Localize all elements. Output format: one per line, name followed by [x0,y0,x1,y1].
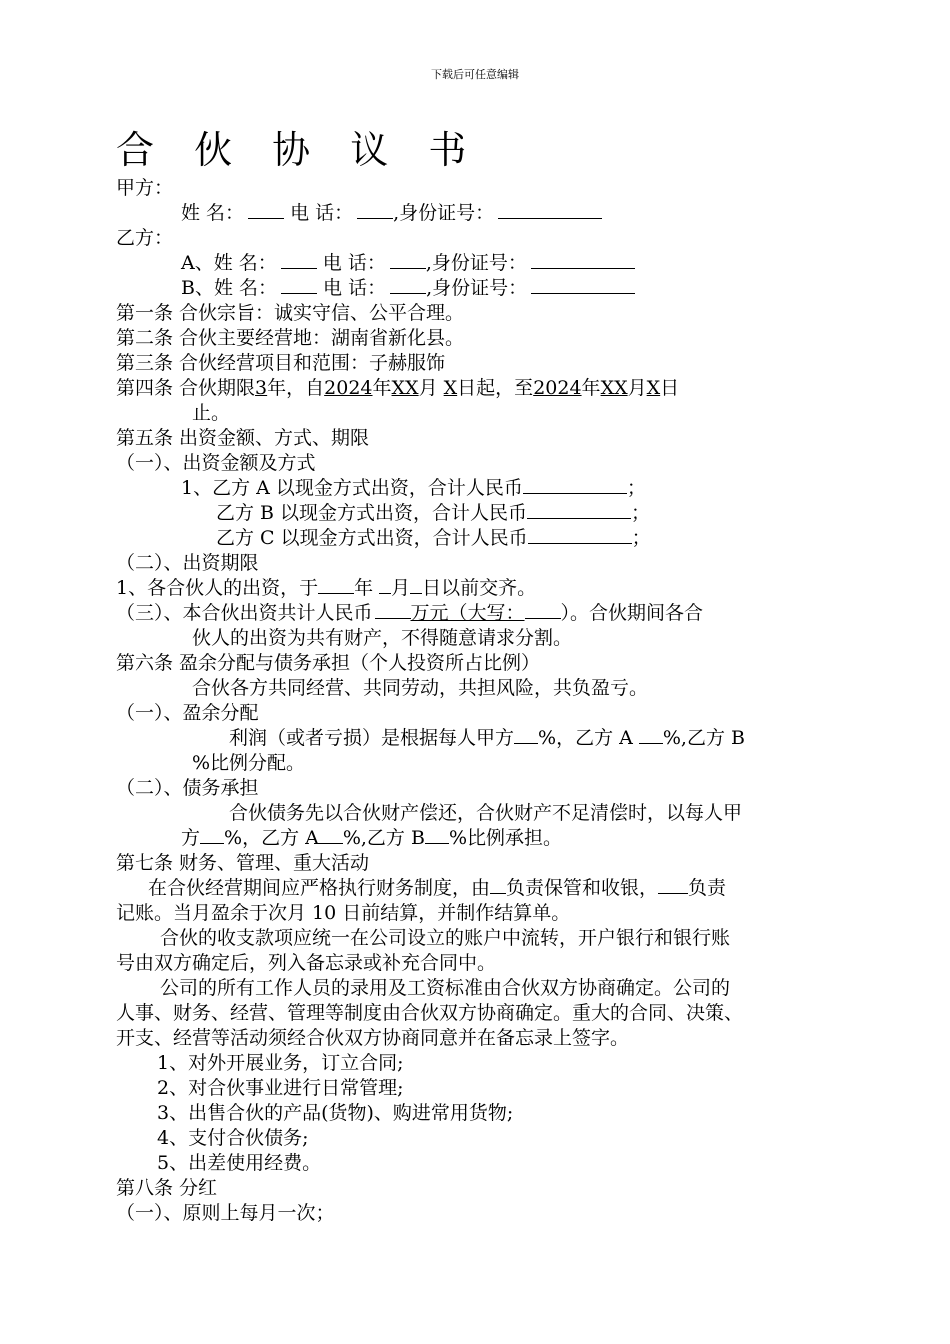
name-blank [281,251,317,269]
year-blank [318,576,354,594]
phone-blank [357,201,393,219]
item-text: 乙方 C 以现金方式出资，合计人民币 [216,527,528,549]
article-6-intro: 合伙各方共同经营、共同劳动，共担风险，共负盈亏。 [192,677,649,699]
article-4-text: 日 [660,377,680,399]
id-label: ,身份证号： [393,202,495,224]
id-label: ,身份证号： [426,277,528,299]
percent-blank [425,826,449,844]
list-item: 1、对外开展业务，订立合同; [157,1052,404,1074]
profit-text: %,乙方 B [662,727,745,749]
id-blank [531,276,635,294]
start-month: XX [391,377,419,399]
article-4-text: 日起，至 [457,377,534,399]
article-2: 第二条 合伙主要经营地：湖南省新化县。 [116,327,465,349]
article-5-section-3 [116,601,703,626]
profit-share-cont: %比例分配。 [192,752,306,774]
article-6-title: 第六条 盈余分配与债务承担（个人投资所占比例） [116,652,541,674]
article-6-section-2: （二）、债务承担 [116,777,259,799]
article-4-prefix: 第四条 合伙期限 [116,377,256,399]
article-5-title: 第五条 出资金额、方式、期限 [116,427,370,449]
phone-blank [390,251,426,269]
debt-line: 合伙债务先以合伙财产偿还，合伙财产不足清偿时，以每人甲 [229,802,743,824]
article-8-section-1: （一）、原则上每月一次； [116,1202,335,1224]
article-7-para-1-cont: 记账。当月盈余于次月 10 日前结算，并制作结算单。 [116,902,571,924]
item-text: 乙方 B 以现金方式出资，合计人民币 [216,502,528,524]
list-item: 3、出售合伙的产品(货物)、购进常用货物; [157,1102,514,1124]
amount-blank [527,501,631,519]
article-4 [116,376,679,401]
debt-text: %，乙方 A [224,827,319,849]
list-item: 2、对合伙事业进行日常管理; [157,1077,404,1099]
debt-text: %比例承担。 [448,827,563,849]
total-text: ）。合伙期间各合 [560,602,704,624]
capital-blank [525,601,561,619]
article-5-section-1: （一）、出资金额及方式 [116,452,316,474]
article-4-text: 月 [418,377,444,399]
header-note: 下载后可任意编辑 [431,68,519,81]
item-text: 1、乙方 A 以现金方式出资，合计人民币 [181,477,523,499]
article-4-text: 月 [627,377,647,399]
party-b-label: 乙方： [116,227,174,249]
article-7-title: 第七条 财务、管理、重大活动 [116,852,370,874]
article-4-text: 年，自 [267,377,325,399]
start-year: 2024 [324,377,373,399]
para-text: 负责 [688,877,727,899]
article-5-item-2 [216,501,650,526]
item-punct: ； [631,502,651,524]
end-day: X [646,377,661,399]
id-blank [498,201,602,219]
amount-blank [523,476,627,494]
deadline-text: 月 [391,577,411,599]
deadline-text: 日以前交齐。 [422,577,537,599]
para-text: 负责保管和收银， [506,877,659,899]
item-punct: ； [631,527,651,549]
end-month: XX [600,377,628,399]
end-year: 2024 [533,377,582,399]
article-4-text: 年 [581,377,601,399]
percent-blank [514,726,538,744]
article-6-section-1: （一）、盈余分配 [116,702,259,724]
article-7-para-3-cont: 人事、财务、经营、管理等制度由合伙双方协商确定。重大的合同、决策、 [116,1002,744,1024]
article-5-section-3-cont: 伙人的出资为共有财产，不得随意请求分割。 [192,627,573,649]
total-text: 万元（大写： [410,602,525,624]
profit-share-line [229,726,745,751]
name-label: B、姓 名： [181,277,278,299]
cashier-blank [490,876,506,894]
party-a-label: 甲方： [116,177,174,199]
phone-label: 电 话： [316,252,386,274]
debt-text: %,乙方 B [342,827,425,849]
month-blank [379,576,391,594]
day-blank [410,576,422,594]
article-7-para-1 [148,876,726,901]
amount-blank [528,526,632,544]
name-blank [281,276,317,294]
article-4-continuation: 止。 [192,402,231,424]
article-3: 第三条 合伙经营项目和范围：子赫服饰 [116,352,446,374]
article-4-text: 年 [372,377,392,399]
deadline-text: 1、各合伙人的出资，于 [116,577,319,599]
profit-text: %，乙方 A [538,727,639,749]
party-b-a-info-line [181,251,635,276]
debt-line-cont [181,826,562,851]
percent-blank [639,726,663,744]
total-blank [375,601,411,619]
party-a-info-line [181,201,602,226]
id-label: ,身份证号： [425,252,527,274]
party-b-b-info-line [181,276,635,301]
id-blank [531,251,635,269]
percent-blank [319,826,343,844]
name-blank [248,201,284,219]
article-7-para-3-cont: 开支、经营等活动须经合伙双方协商同意并在备忘录上签字。 [116,1027,630,1049]
list-item: 5、出差使用经费。 [157,1152,322,1174]
list-item: 4、支付合伙债务; [157,1127,309,1149]
deadline-text: 年 [354,577,380,599]
article-7-para-2-cont: 号由双方确定后，列入备忘录或补充合同中。 [116,952,497,974]
debt-text: 方 [181,827,201,849]
article-7-para-3: 公司的所有工作人员的录用及工资标准由合伙双方协商确定。公司的 [160,977,731,999]
bookkeeper-blank [658,876,688,894]
article-5-deadline [116,576,536,601]
term-years: 3 [255,377,268,399]
article-7-para-2: 合伙的收支款项应统一在公司设立的账户中流转，开户银行和银行账 [160,927,731,949]
name-label: A、姓 名： [181,252,277,274]
article-8-title: 第八条 分红 [116,1177,218,1199]
article-5-item-3 [216,526,651,551]
total-text: （三）、本合伙出资共计人民币 [116,602,373,624]
percent-blank [200,826,224,844]
phone-blank [390,276,426,294]
start-day: X [443,377,458,399]
name-label: 姓 名： [181,202,245,224]
phone-label: 电 话： [284,202,354,224]
phone-label: 电 话： [317,277,387,299]
profit-text: 利润（或者亏损）是根据每人甲方 [229,727,515,749]
article-5-item-1 [181,476,646,501]
article-5-section-2: （二）、出资期限 [116,552,259,574]
para-text: 在合伙经营期间应严格执行财务制度，由 [148,877,491,899]
article-1: 第一条 合伙宗旨：诚实守信、公平合理。 [116,302,465,324]
document-title: 合 伙 协 议 书 [116,128,481,172]
item-punct: ； [626,477,646,499]
